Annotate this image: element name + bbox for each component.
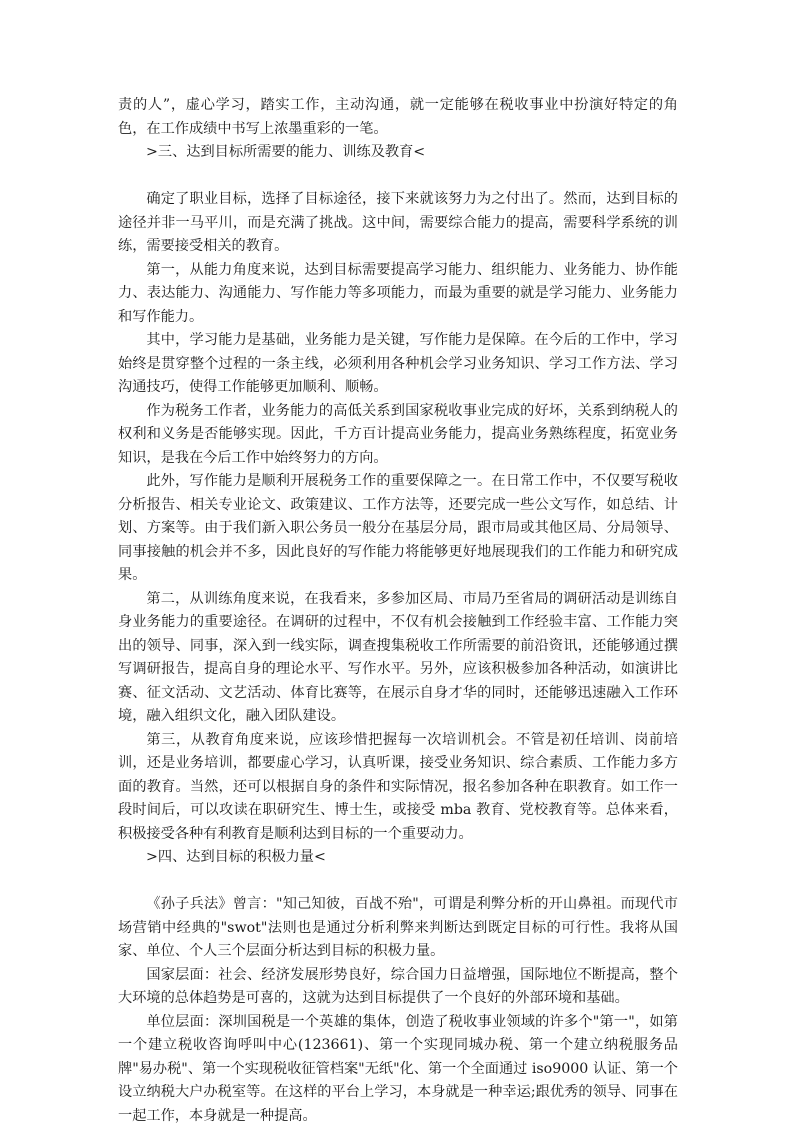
section-3-paragraph: 此外，写作能力是顺利开展税务工作的重要保障之一。在日常工作中，不仅要写税收分析报告、相关专业论文、政策建议、工作方法等，还要完成一些公文写作，如总结、计划、方案等。由于我们新入职公务员一般分在基层分局，跟市局或其他区局、分局领导、同事接触的机会并不多，因此良好的写作能力将能够更好地展现我们的工作能力和研究成果。: [118, 470, 678, 588]
section-4-heading: >四、达到目标的积极力量<: [118, 846, 678, 870]
section-3-paragraph: 第三，从教育角度来说，应该珍惜把握每一次培训机会。不管是初任培训、岗前培训，还是业务培训，都要虚心学习，认真听课，接受业务知识、综合素质、工作能力多方面的教育。当然，还可以根据自身的条件和实际情况，报名参加各种在职教育。如工作一段时间后，可以攻读在职研究生、博士生，或接受 mba 教育、党校教育等。总体来看，积极接受各种有利教育是顺利达到目标的一个重要动力。: [118, 729, 678, 847]
section-4-paragraph: 《孙子兵法》曾言："知己知彼，百战不殆"，可谓是利弊分析的开山鼻祖。而现代市场营销中经典的"swot"法则也是通过分析利弊来判断达到既定目标的可行性。我将从国家、单位、个人三个层面分析达到目标的积极力量。: [118, 893, 678, 964]
section-4-paragraph: 国家层面：社会、经济发展形势良好，综合国力日益增强，国际地位不断提高，整个大环境的总体趋势是可喜的，这就为达到目标提供了一个良好的外部环境和基础。: [118, 964, 678, 1011]
blank-line: [118, 870, 678, 894]
document-page: [118, 94, 678, 1128]
section-4-paragraph: 单位层面：深圳国税是一个英雄的集体，创造了税收事业领域的许多个"第一"，如第一个建立税收咨询呼叫中心(123661)、第一个实现同城办税、第一个建立纳税服务品牌"易办税"、第一个实现税收征管档案"无纸"化、第一个全面通过 iso9000 认证、第一个设立纳税大户办税室等。在这样的平台上学习，本身就是一种幸运;跟优秀的领导、同事在一起工作，本身就是一种提高。: [118, 1011, 678, 1128]
section-3-paragraph: 第一，从能力角度来说，达到目标需要提高学习能力、组织能力、业务能力、协作能力、表达能力、沟通能力、写作能力等多项能力，而最为重要的就是学习能力、业务能力和写作能力。: [118, 259, 678, 330]
section-3-heading: >三、达到目标所需要的能力、训练及教育<: [118, 141, 678, 165]
section-3-paragraph: 作为税务工作者，业务能力的高低关系到国家税收事业完成的好坏，关系到纳税人的权利和义务是否能够实现。因此，千方百计提高业务能力，提高业务熟练程度，拓宽业务知识，是我在今后工作中始终努力的方向。: [118, 400, 678, 471]
section-3-paragraph: 确定了职业目标，选择了目标途径，接下来就该努力为之付出了。然而，达到目标的途径并非一马平川，而是充满了挑战。这中间，需要综合能力的提高，需要科学系统的训练，需要接受相关的教育。: [118, 188, 678, 259]
blank-line: [118, 165, 678, 189]
section-3-paragraph: 其中，学习能力是基础，业务能力是关键，写作能力是保障。在今后的工作中，学习始终是贯穿整个过程的一条主线，必须利用各种机会学习业务知识、学习工作方法、学习沟通技巧，使得工作能够更加顺利、顺畅。: [118, 329, 678, 400]
section-3-paragraph: 第二，从训练角度来说，在我看来，多参加区局、市局乃至省局的调研活动是训练自身业务能力的重要途径。在调研的过程中，不仅有机会接触到工作经验丰富、工作能力突出的领导、同事，深入到一线实际，调查搜集税收工作所需要的前沿资讯，还能够通过撰写调研报告，提高自身的理论水平、写作水平。另外，应该积极参加各种活动，如演讲比赛、征文活动、文艺活动、体育比赛等，在展示自身才华的同时，还能够迅速融入工作环境，融入组织文化，融入团队建设。: [118, 588, 678, 729]
intro-paragraph: 责的人”，虚心学习，踏实工作，主动沟通，就一定能够在税收事业中扮演好特定的角色，在工作成绩中书写上浓墨重彩的一笔。: [118, 94, 678, 141]
